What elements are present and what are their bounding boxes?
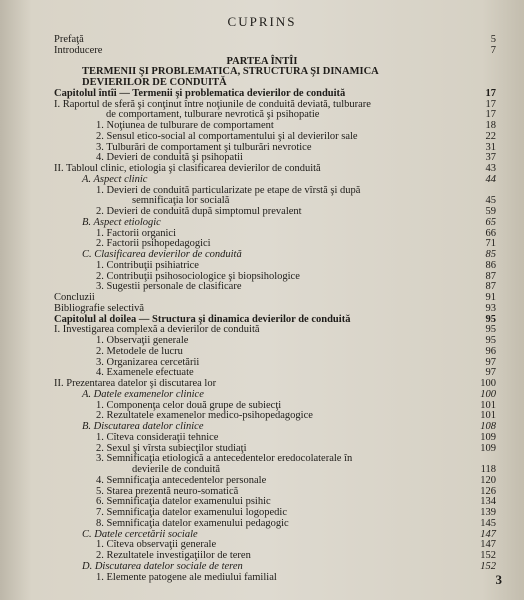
toc-entry-page: 97: [485, 367, 496, 379]
toc-entry-text: 3. Tulburări de comportament şi tulburări nevrotice: [96, 141, 312, 153]
toc-entry-text: 2. Rezultatele examenelor medico-psihopedagogice: [96, 410, 313, 422]
toc-entry-page: 44: [485, 173, 496, 185]
toc-entry-text: A. Datele examenelor clinice: [82, 388, 204, 400]
toc-entry-text: Bibliografie selectivă: [54, 302, 145, 314]
page-title: CUPRINS: [227, 14, 297, 29]
toc-entry-text: 4. Devieri de conduită şi psihopatii: [96, 152, 243, 164]
toc-entry-page: 101: [480, 410, 496, 422]
toc-entry-page: 100: [480, 378, 496, 389]
toc-entry-page: 109: [480, 442, 496, 454]
toc-entry-page: 93: [485, 302, 496, 314]
toc-entry-page: 65: [485, 216, 496, 228]
toc-entry-page: 152: [480, 560, 496, 572]
toc-entry-text: C. Clasificarea devierilor de conduită: [82, 249, 242, 260]
toc-entry-text: 2. Metodele de lucru: [96, 345, 183, 357]
toc-entry-page: 109: [480, 431, 496, 443]
toc-entry-page: 86: [485, 259, 496, 271]
toc-entry-text: 2. Contribuţii psihosociologice şi biopsihologice: [96, 270, 300, 282]
toc-entry-page: 31: [485, 141, 496, 153]
toc-entry-page: 22: [485, 130, 496, 142]
toc-entry-page: 120: [480, 474, 496, 486]
toc-entry-page: 152: [480, 550, 496, 561]
toc-entry-page: 18: [485, 120, 496, 131]
toc-entry-page: 108: [480, 421, 496, 432]
toc-entry-text: 2. Devieri de conduită după simptomul prevalent: [96, 206, 302, 217]
toc-entry-text: semnificaţia lor socială: [132, 195, 230, 207]
toc-entry-page: 126: [480, 485, 496, 497]
toc-entry-text: 1. Componenţa celor două grupe de subiecţi: [96, 399, 282, 411]
toc-entry-text: Capitolul întîi — Termenii şi problematica devierilor de conduită: [54, 87, 346, 99]
toc-entry-page: 7: [490, 44, 496, 56]
toc-entry-text: 2. Sexul şi vîrsta subiecţilor studiaţi: [96, 442, 247, 454]
toc-entry-text: Concluzii: [54, 292, 95, 303]
toc-entry-text: DEVIERILOR DE CONDUITĂ: [82, 77, 227, 88]
toc-entry-page: 97: [485, 356, 496, 368]
toc-entry-text: 1. Observaţii generale: [96, 335, 189, 346]
toc-entry-page: 139: [480, 507, 496, 518]
toc-entry-text: 4. Semnificaţia antecedentelor personale: [96, 474, 267, 486]
toc-entry-page: 43: [485, 163, 496, 174]
toc-entry-page: 87: [485, 281, 496, 293]
toc-entry-text: 2. Sensul etico-social al comportamentului şi al devierilor sale: [96, 130, 358, 142]
toc-entry-page: 147: [480, 528, 496, 540]
toc-entry-text: 1. Noţiunea de tulburare de comportament: [96, 120, 274, 131]
toc-entry-page: 45: [485, 195, 496, 207]
toc-entry-page: 59: [485, 206, 496, 217]
toc-entry-text: I. Raportul de sferă şi conţinut între noţiunile de conduită deviată, tulburare: [54, 98, 371, 110]
toc-entry-text: 5. Starea prezentă neuro-somatică: [96, 485, 239, 497]
toc-entry-text: 1. Contribuţii psihiatrice: [96, 259, 199, 271]
toc-entry-page: 95: [485, 335, 496, 346]
toc-entry-text: PARTEA ÎNTÎI: [226, 55, 298, 67]
toc-entry-page: 85: [485, 249, 496, 260]
toc-entry-text: 2. Rezultatele investigaţiilor de teren: [96, 550, 251, 561]
toc-entry-page: 95: [485, 324, 496, 336]
toc-entry-text: II. Tabloul clinic, etiologia şi clasificarea devierilor de conduită: [54, 163, 321, 174]
toc-entry-text: Prefaţă: [54, 34, 84, 45]
toc-entry-text: Introducere: [54, 44, 103, 56]
toc-entry-text: 1. Elemente patogene ale mediului familial: [96, 571, 277, 583]
toc-entry-text: 6. Semnificaţia datelor examenului psihic: [96, 496, 271, 508]
toc-entry-page: 37: [485, 152, 496, 164]
toc-entry-text: 1. Cîteva consideraţii tehnice: [96, 431, 219, 443]
toc-entry-text: de comportament, tulburare nevrotică şi psihopatie: [106, 109, 320, 121]
toc-entry-text: 4. Examenele efectuate: [96, 367, 194, 379]
toc-entry-text: 8. Semnificaţia datelor examenului pedagogic: [96, 517, 289, 529]
toc-entry-page: 17: [485, 87, 496, 99]
page-number: 3: [495, 572, 502, 587]
toc-entry-text: 1. Factorii organici: [96, 227, 176, 239]
toc-entry-text: A. Aspect clinic: [82, 173, 148, 185]
toc-entry-text: II. Prezentarea datelor şi discutarea lor: [54, 378, 217, 389]
toc-entry-text: Capitolul al doilea — Structura şi dinamica devierilor de conduită: [54, 313, 351, 325]
toc-entry-page: 91: [485, 292, 496, 303]
toc-entry-page: 17: [485, 98, 496, 110]
toc-entry-text: B. Discutarea datelor clinice: [82, 421, 204, 432]
toc-entry-text: 3. Sugestii personale de clasificare: [96, 281, 242, 293]
toc-entry-page: 87: [485, 270, 496, 282]
toc-entry-page: 118: [480, 464, 496, 475]
toc-entry-page: 147: [480, 539, 496, 551]
toc-entry-text: devierile de conduită: [132, 464, 221, 475]
toc-entry-text: 7. Semnificaţia datelor examenului logopedic: [96, 507, 287, 518]
toc-entry-page: 101: [480, 399, 496, 411]
toc-entry-page: 145: [480, 517, 496, 529]
toc-entry-text: 1. Cîteva observaţii generale: [96, 539, 217, 551]
toc-entry-page: 17: [485, 109, 496, 121]
toc-entry-page: 5: [490, 34, 496, 45]
toc-entry-page: 96: [485, 345, 496, 357]
toc-entry-text: 3. Organizarea cercetării: [96, 356, 200, 368]
toc-entry-text: TERMENII ŞI PROBLEMATICA, STRUCTURA ŞI DINAMICA: [82, 66, 379, 78]
toc-entry-page: 134: [480, 496, 496, 508]
toc-entry-text: 2. Factorii psihopedagogici: [96, 238, 211, 250]
toc-entry-text: B. Aspect etiologic: [82, 216, 161, 228]
toc-entry-text: I. Investigarea complexă a devierilor de conduită: [54, 324, 260, 336]
toc-entry-text: D. Discutarea datelor sociale de teren: [82, 560, 243, 572]
toc-entry-page: 71: [485, 238, 496, 250]
toc-entry-page: 100: [480, 388, 496, 400]
toc-entry: [0, 572, 524, 584]
toc-entry-text: C. Datele cercetării sociale: [82, 528, 198, 540]
toc-entry-page: 66: [485, 227, 496, 239]
toc-entry-page: 95: [485, 313, 496, 325]
toc-entry-text: 3. Semnificaţia etiologică a antecedentelor eredocolaterale în: [96, 453, 353, 465]
toc-entry-text: 1. Devieri de conduită particularizate pe etape de vîrstă şi după: [96, 184, 361, 196]
